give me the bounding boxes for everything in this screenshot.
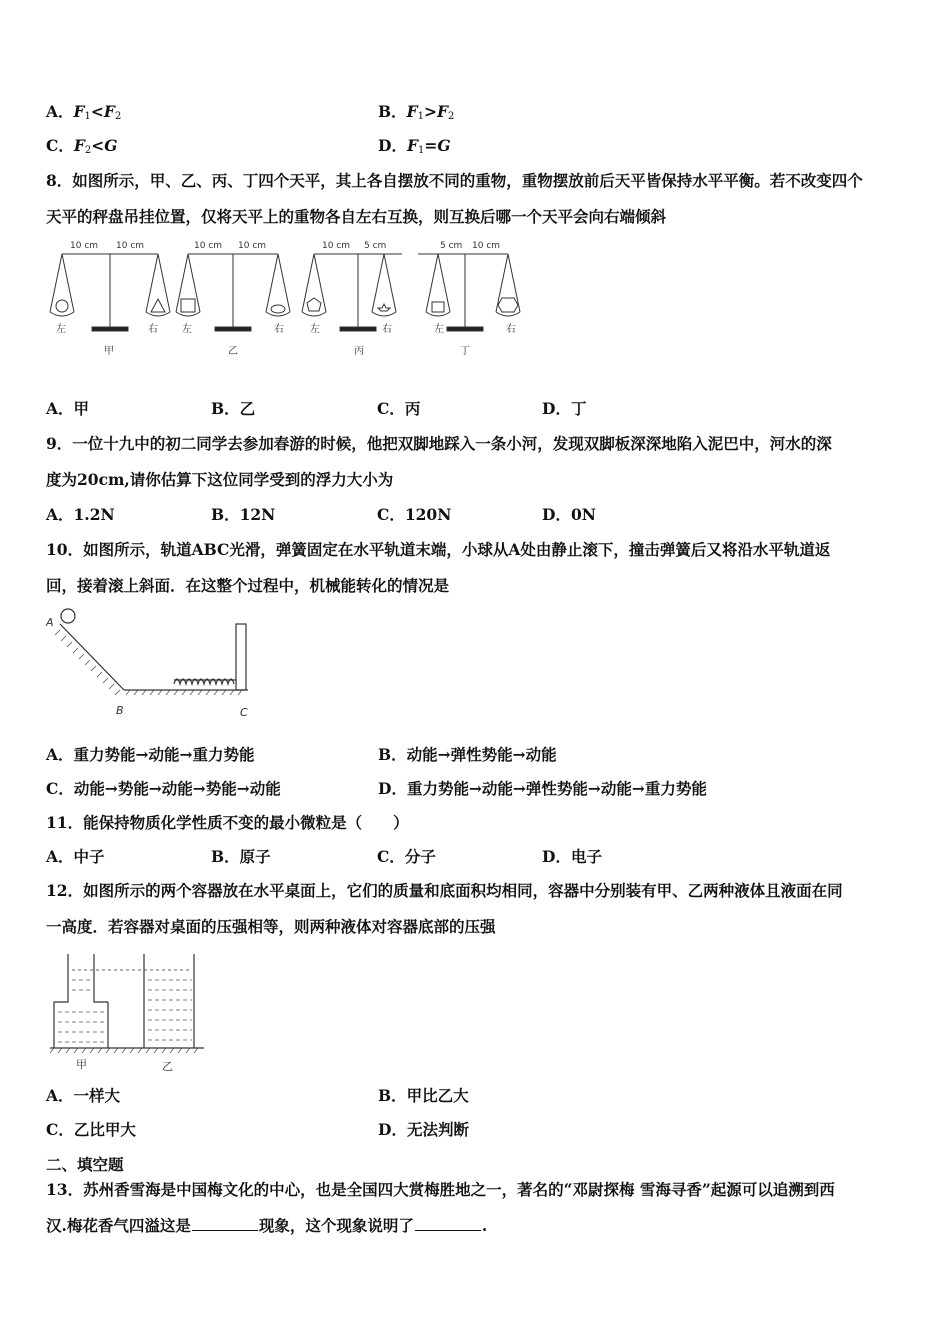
jia-right-arm: 10 cm — [116, 241, 145, 251]
ding-left-label: 左 — [434, 324, 444, 335]
q11-option-b[interactable]: B．原子 — [211, 847, 271, 866]
q9-stem-line2: 度为20cm,请你估算下这位同学受到的浮力大小为 — [46, 470, 394, 489]
q11-option-a[interactable]: A．中子 — [46, 847, 105, 866]
scale-yi — [176, 254, 290, 331]
bing-name: 丙 — [354, 346, 364, 357]
bing-right-arm: 5 cm — [364, 241, 387, 251]
jia-left-arm: 10 cm — [70, 241, 99, 251]
q8-option-d[interactable]: D．丁 — [542, 399, 587, 418]
q9-option-b[interactable]: B．12N — [211, 505, 276, 524]
yi-right-arm: 10 cm — [238, 241, 267, 251]
scale-ding — [418, 254, 520, 331]
ding-name: 丁 — [460, 346, 470, 357]
q12-option-d[interactable]: D．无法判断 — [378, 1120, 469, 1139]
q8-option-a[interactable]: A．甲 — [46, 399, 90, 418]
jia-right-label: 右 — [148, 324, 158, 335]
q12-option-b[interactable]: B．甲比乙大 — [378, 1086, 469, 1105]
ding-right-arm: 10 cm — [472, 241, 501, 251]
scale-jia — [50, 254, 170, 331]
label-b: B — [116, 704, 124, 717]
q12-option-a[interactable]: A．一样大 — [46, 1086, 121, 1105]
bing-left-label: 左 — [310, 324, 320, 335]
q9-option-c[interactable]: C．120N — [377, 505, 452, 524]
section-title-fill-in: 二、填空题 — [46, 1155, 124, 1174]
q8-stem-line2: 天平的秤盘吊挂位置，仅将天平上的重物各自左右互换，则互换后哪一个天平会向右端倾斜 — [46, 207, 667, 226]
jia-left-label: 左 — [56, 324, 66, 335]
q9-option-d[interactable]: D．0N — [542, 505, 596, 524]
scale-bing — [302, 254, 402, 331]
q10-track-figure — [46, 606, 266, 722]
yi-left-label: 左 — [182, 324, 192, 335]
q10-stem-line1: 10．如图所示，轨道ABC光滑，弹簧固定在水平轨道末端，小球从A处由静止滚下，撞击弹簧后又将沿水平轨道返 — [46, 540, 831, 559]
yi-right-label: 右 — [274, 324, 284, 335]
q13-stem-line1: 13．苏州香雪海是中国梅文化的中心，也是全国四大赏梅胜地之一，著名的“邓尉探梅 雪海寻香”起源可以追溯到西 — [46, 1180, 835, 1199]
q10-stem-line2: 回，接着滚上斜面．在这整个过程中，机械能转化的情况是 — [46, 576, 450, 595]
q7-option-b[interactable]: B．$F_1>F_2$ — [378, 102, 455, 122]
bing-left-arm: 10 cm — [322, 241, 351, 251]
ding-left-arm: 5 cm — [440, 241, 463, 251]
label-c: C — [240, 706, 248, 719]
q12-stem-line2: 一高度．若容器对桌面的压强相等，则两种液体对容器底部的压强 — [46, 917, 496, 936]
jia-name: 甲 — [104, 346, 114, 357]
container-jia-label: 甲 — [76, 1058, 87, 1071]
yi-left-arm: 10 cm — [194, 241, 223, 251]
bing-right-label: 右 — [382, 324, 392, 335]
yi-name: 乙 — [228, 346, 238, 357]
q11-option-c[interactable]: C．分子 — [377, 847, 436, 866]
label-a: A — [46, 616, 54, 629]
q11-option-d[interactable]: D．电子 — [542, 847, 602, 866]
q13-blank-1[interactable] — [192, 1216, 258, 1231]
q12-containers-figure — [46, 950, 206, 1074]
q8-scales-figure — [40, 236, 520, 360]
container-yi-label: 乙 — [162, 1060, 173, 1073]
q9-option-a[interactable]: A．1.2N — [46, 505, 115, 524]
q8-option-b[interactable]: B．乙 — [211, 399, 256, 418]
q9-stem-line1: 9．一位十九中的初二同学去参加春游的时候，他把双脚地踩入一条小河，发现双脚板深深地陷入泥巴中，河水的深 — [46, 434, 832, 453]
q7-option-d[interactable]: D．$F_1=G$ — [378, 136, 451, 156]
q10-option-c[interactable]: C．动能→势能→动能→势能→动能 — [46, 779, 281, 798]
q12-option-c[interactable]: C．乙比甲大 — [46, 1120, 136, 1139]
q13-blank-2[interactable] — [415, 1216, 481, 1231]
q13-stem-line2: 汉.梅花香气四溢这是 现象，这个现象说明了 . — [46, 1216, 488, 1235]
q8-stem-line1: 8．如图所示，甲、乙、丙、丁四个天平，其上各自摆放不同的重物，重物摆放前后天平皆保持水平平衡。若不改变四个 — [46, 171, 863, 190]
ding-right-label: 右 — [506, 324, 516, 335]
q10-option-d[interactable]: D．重力势能→动能→弹性势能→动能→重力势能 — [378, 779, 707, 798]
q7-option-a[interactable]: A．$F_1<F_2$ — [46, 102, 122, 122]
q10-option-b[interactable]: B．动能→弹性势能→动能 — [378, 745, 557, 764]
q12-stem-line1: 12．如图所示的两个容器放在水平桌面上，它们的质量和底面积均相同，容器中分别装有甲、乙两种液体且液面在同 — [46, 881, 843, 900]
q11-stem: 11．能保持物质化学性质不变的最小微粒是（ ） — [46, 813, 409, 832]
q8-option-c[interactable]: C．丙 — [377, 399, 421, 418]
q10-option-a[interactable]: A．重力势能→动能→重力势能 — [46, 745, 255, 764]
q7-option-c[interactable]: C．$F_2<G$ — [46, 136, 118, 156]
